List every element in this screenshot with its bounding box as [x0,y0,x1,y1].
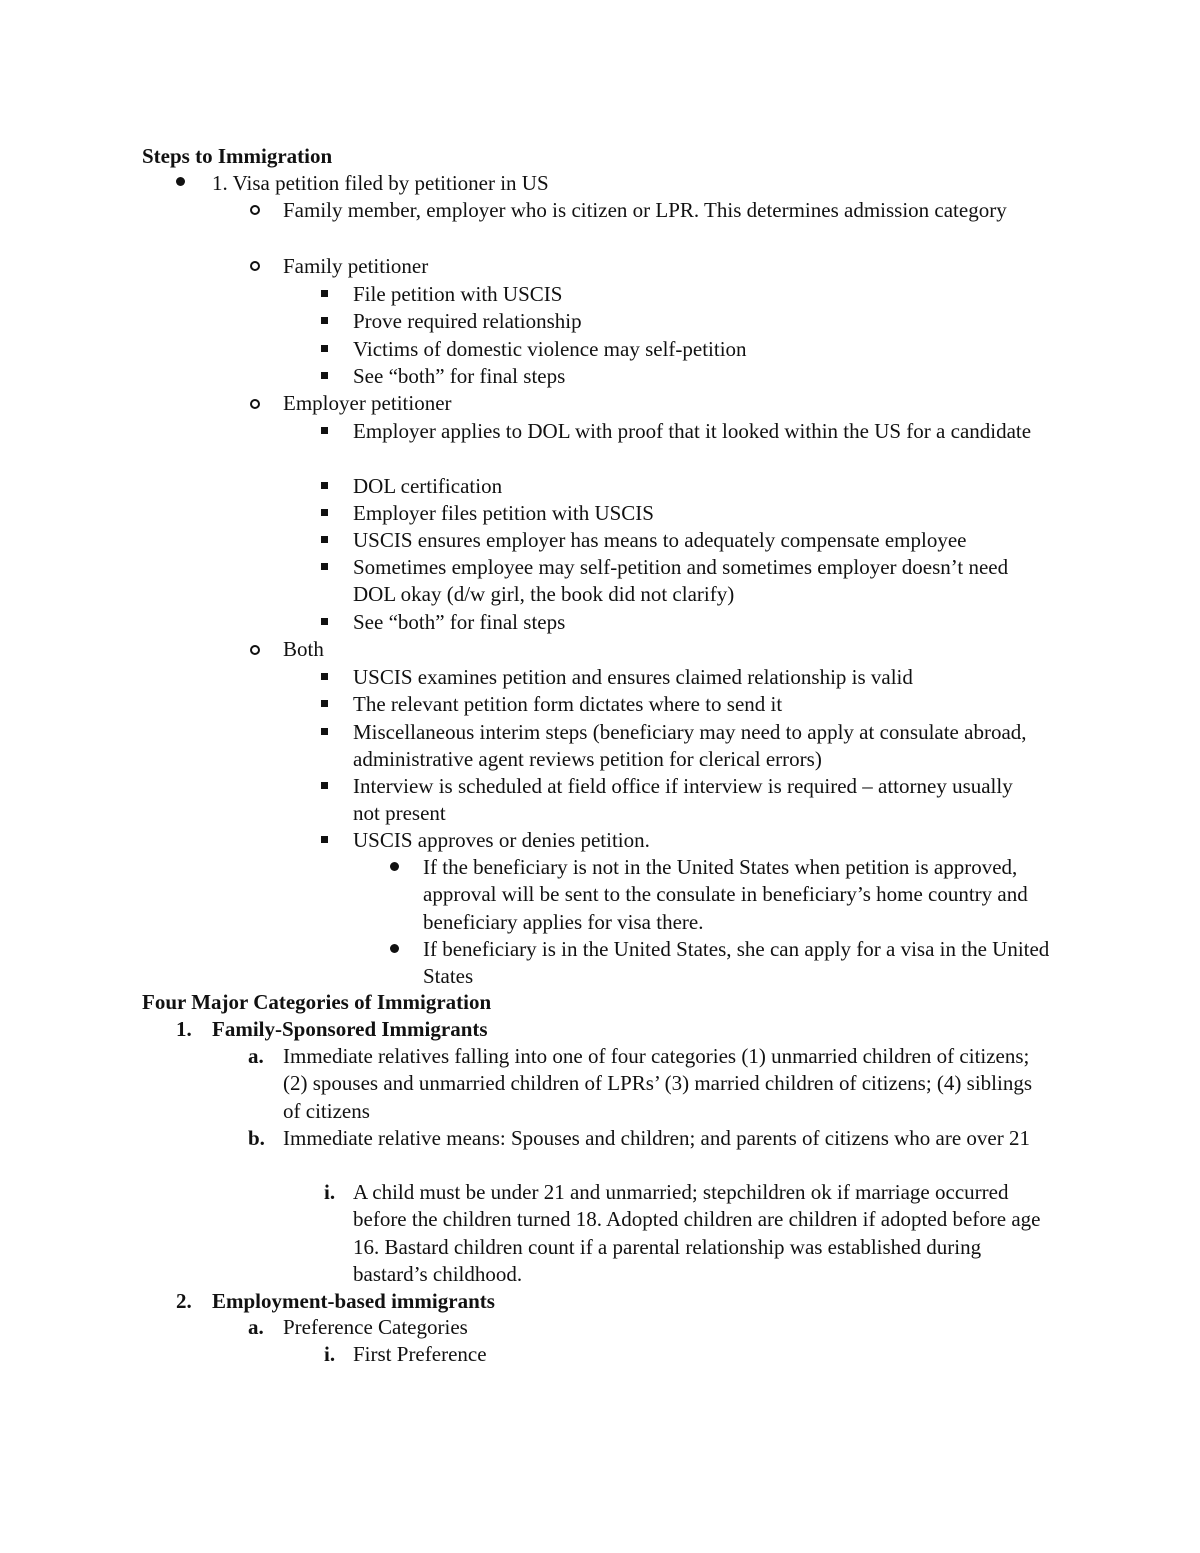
circle-bullet-icon [250,399,260,409]
list-item: Miscellaneous interim steps (beneficiary may need to apply at consulate abroad, administrative agent reviews petition for clerical errors) [353,720,1027,772]
disc-bullet-icon [390,944,399,953]
square-bullet-icon [321,618,328,625]
list-item: Preference Categories [283,1315,468,1339]
square-bullet-icon [321,317,328,324]
letter-marker: b. [248,1126,265,1150]
list-item: Employer applies to DOL with proof that it looked within the US for a candidate [353,419,1032,443]
list-item: Sometimes employee may self-petition and sometimes employer doesn’t need DOL okay (d/w girl, the book did not clarify) [353,555,1009,607]
square-bullet-icon [321,290,328,297]
list-item: See “both” for final steps [353,364,566,388]
square-bullet-icon [321,563,328,570]
circle-bullet-icon [250,205,260,215]
square-bullet-icon [321,509,328,516]
both-item: Both [283,637,324,661]
list-item: Employer files petition with USCIS [353,501,654,525]
square-bullet-icon [321,427,328,434]
step-1-item: 1. Visa petition filed by petitioner in US [212,171,549,195]
list-item: First Preference [353,1342,487,1366]
family-petitioner-item: Family petitioner [283,254,429,278]
letter-marker: a. [248,1315,264,1339]
list-item: See “both” for final steps [353,610,566,634]
list-item: Interview is scheduled at field office if interview is required – attorney usually not present [353,774,1013,826]
disc-bullet-icon [176,177,185,186]
list-item: File petition with USCIS [353,282,563,306]
family-member-item: Family member, employer who is citizen or LPR. This determines admission category [283,198,1007,222]
section-heading-categories: Four Major Categories of Immigration [142,990,492,1014]
category-heading-family: Family-Sponsored Immigrants [212,1017,488,1041]
employer-petitioner-item: Employer petitioner [283,391,452,415]
list-item: A child must be under 21 and unmarried; stepchildren ok if marriage occurred before the children turned 18. Adopted children are children if adopted before age 16. Bastard children count if a parental relationship was established during bastard’s childhood. [353,1180,1041,1286]
square-bullet-icon [321,836,328,843]
circle-bullet-icon [250,645,260,655]
section-heading-steps: Steps to Immigration [142,144,333,168]
circle-bullet-icon [250,261,260,271]
list-item: The relevant petition form dictates where to send it [353,692,783,716]
square-bullet-icon [321,728,328,735]
list-item: USCIS approves or denies petition. [353,828,650,852]
list-item: DOL certification [353,474,503,498]
square-bullet-icon [321,372,328,379]
square-bullet-icon [321,700,328,707]
category-heading-employment: Employment-based immigrants [212,1289,495,1313]
square-bullet-icon [321,782,328,789]
letter-marker: a. [248,1044,264,1068]
list-item: USCIS ensures employer has means to adequately compensate employee [353,528,967,552]
roman-marker: i. [324,1180,336,1204]
list-item: USCIS examines petition and ensures claimed relationship is valid [353,665,913,689]
list-item: Immediate relatives falling into one of four categories (1) unmarried children of citizens; (2) spouses and unmarried children of LPRs’ (3) married children of citizens; (4) siblings of citizens [283,1044,1032,1123]
square-bullet-icon [321,345,328,352]
number-marker: 1. [176,1017,192,1041]
list-item: If the beneficiary is not in the United States when petition is approved, approval will be sent to the consulate in beneficiary’s home country and beneficiary applies for visa there. [423,855,1028,934]
list-item: Prove required relationship [353,309,582,333]
square-bullet-icon [321,673,328,680]
list-item: If beneficiary is in the United States, she can apply for a visa in the United States [423,937,1050,989]
disc-bullet-icon [390,862,399,871]
list-item: Victims of domestic violence may self-petition [353,337,747,361]
roman-marker: i. [324,1342,336,1366]
square-bullet-icon [321,536,328,543]
list-item: Immediate relative means: Spouses and children; and parents of citizens who are over 21 [283,1126,1030,1150]
number-marker: 2. [176,1289,192,1313]
square-bullet-icon [321,482,328,489]
